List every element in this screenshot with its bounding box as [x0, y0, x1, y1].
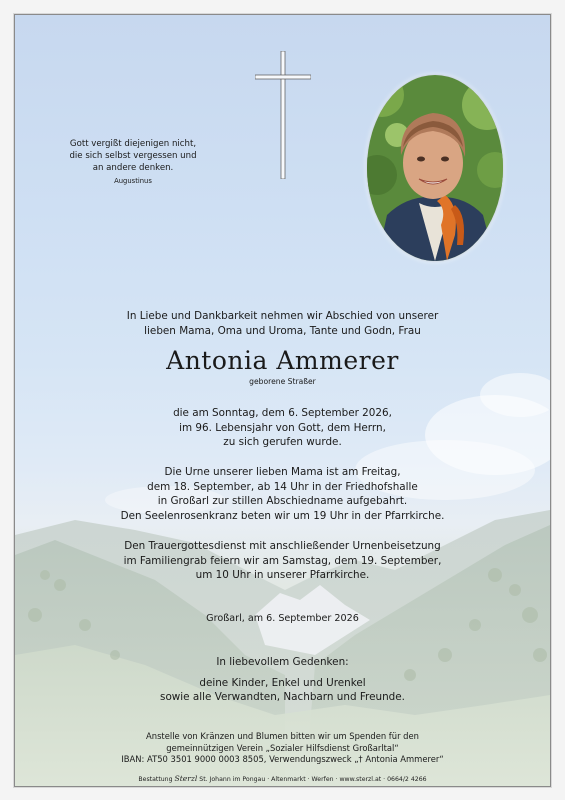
memory-heading: In liebevollem Gedenken:	[216, 656, 349, 668]
service-info	[15, 539, 550, 583]
funeral-home-footer	[15, 774, 550, 784]
death-notice-line: die am Sonntag, dem 6. September 2026,	[173, 407, 392, 419]
obituary-card	[14, 14, 551, 787]
viewing-info	[15, 465, 550, 523]
death-notice	[15, 406, 550, 450]
service-line: im Familiengrab feiern wir am Samstag, dem 19. September,	[123, 554, 442, 567]
donation-line: Anstelle von Kränzen und Blumen bitten wir um Spenden für den	[146, 731, 419, 741]
intro-line: In Liebe und Dankbarkeit nehmen wir Abschied von unserer	[126, 310, 439, 322]
viewing-line: Die Urne unserer lieben Mama ist am Freitag,	[164, 466, 401, 478]
maiden-name: geborene Straßer	[249, 377, 316, 386]
viewing-line: Den Seelenrosenkranz beten wir um 19 Uhr in der Pfarrkirche.	[120, 509, 445, 522]
service-line: um 10 Uhr in unserer Pfarrkirche.	[195, 569, 370, 582]
donation-line: gemeinnützigen Verein „Sozialer Hilfsdienst Großarltal“	[166, 742, 399, 753]
mourners-line: deine Kinder, Enkel und Urenkel	[199, 676, 366, 689]
quote-line: Gott vergißt diejenigen nicht,	[69, 139, 197, 149]
footer-prefix: Bestattung	[138, 776, 173, 783]
quote-author: Augustinus	[114, 177, 152, 185]
intro-text	[15, 309, 550, 338]
viewing-line: in Großarl zur stillen Abschiedname aufgebahrt.	[157, 495, 408, 508]
deceased-name: Antonia Ammerer	[166, 346, 399, 375]
death-notice-line: zu sich gerufen wurde.	[223, 436, 342, 449]
portrait-photo	[367, 75, 503, 261]
donation-request	[15, 731, 550, 766]
funeral-home-logo: Sterzl	[174, 774, 198, 783]
donation-line: IBAN: AT50 3501 9000 0003 8505, Verwendungszweck „† Antonia Ammerer“	[121, 754, 444, 765]
service-line: Den Trauergottesdienst mit anschließender Urnenbeisetzung	[124, 540, 441, 552]
viewing-line: dem 18. September, ab 14 Uhr in der Friedhofshalle	[147, 480, 418, 493]
intro-line: lieben Mama, Oma und Uroma, Tante und Godn, Frau	[144, 324, 421, 337]
memory-section	[15, 655, 550, 705]
mourners-line: sowie alle Verwandten, Nachbarn und Freunde.	[160, 691, 405, 704]
place-and-date: Großarl, am 6. September 2026	[206, 613, 359, 624]
quote-line: die sich selbst vergessen und	[69, 151, 197, 161]
quote-line: an andere denken.	[92, 163, 174, 173]
death-notice-line: im 96. Lebensjahr von Gott, dem Herrn,	[179, 421, 386, 434]
memorial-quote	[53, 138, 213, 187]
latin-cross-icon	[255, 51, 311, 179]
footer-text: St. Johann im Pongau · Altenmarkt · Werfen · www.sterzl.at · 0664/2 4266	[199, 776, 427, 783]
